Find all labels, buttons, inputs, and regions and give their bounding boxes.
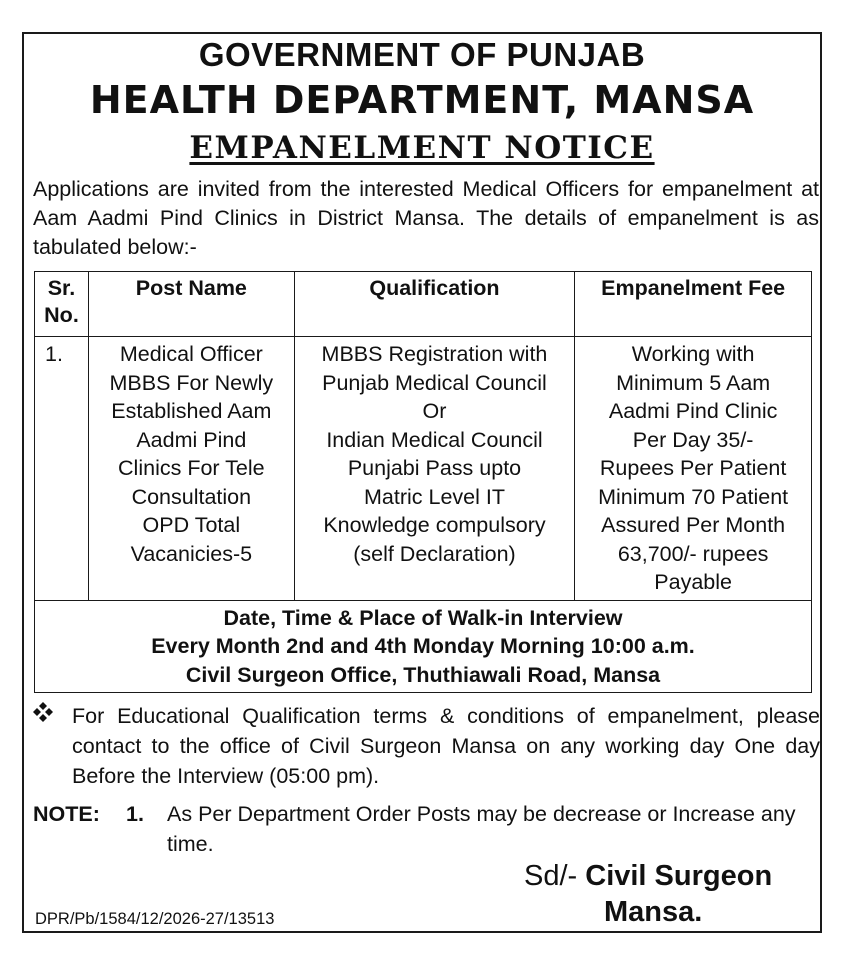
table-header-row [35, 272, 812, 337]
reference-number: DPR/Pb/1584/12/2026-27/13513 [35, 910, 275, 928]
note-label: NOTE: [33, 802, 100, 826]
cell-qualification: MBBS Registration with Punjab Medical Council Or Indian Medical Council Punjabi Pass upto Matric Level IT Knowledge compulsory (self Declaration) [294, 337, 575, 601]
header-sr-no-text: Sr. No. [44, 276, 79, 327]
header-sr-no [35, 272, 89, 337]
department-heading: HEALTH DEPARTMENT, MANSA [89, 78, 755, 122]
walkin-venue: Civil Surgeon Office, Thuthiawali Road, Mansa [185, 662, 661, 687]
header-post-name: Post Name [88, 272, 294, 337]
details-table [34, 271, 812, 693]
notice-title-wrap [24, 130, 820, 166]
bullet-text: For Educational Qualification terms & conditions of empanelment, please contact to the office of Civil Surgeon Mansa on any working day One day Before the Interview (05:00 pm). [72, 704, 820, 788]
signature-prefix: Sd/- [524, 860, 578, 892]
cell-fee: Working with Minimum 5 Aam Aadmi Pind Clinic Per Day 35/- Rupees Per Patient Minimum 70 Patient Assured Per Month 63,700/- rupees Payable [575, 337, 812, 601]
signature-block [524, 858, 772, 930]
signature-line [524, 858, 772, 894]
four-diamond-bullet-icon [32, 701, 54, 731]
header-qualification: Qualification [294, 272, 575, 337]
empanelment-notice [22, 32, 822, 933]
intro-paragraph: Applications are invited from the interested Medical Officers for empanelment at Aam Aadmi Pind Clinics in District Mansa. The details of empanelment is as tabulated below:- [33, 177, 819, 259]
note-block [33, 799, 823, 859]
table-row [35, 337, 812, 601]
signature-name: Civil Surgeon [585, 860, 773, 892]
cell-post-name: Medical Officer MBBS For Newly Established Aam Aadmi Pind Clinics For Tele Consultation OPD Total Vacanicies-5 [88, 337, 294, 601]
header-empanelment-fee: Empanelment Fee [575, 272, 812, 337]
note-text: As Per Department Order Posts may be decrease or Increase any time. [167, 802, 796, 856]
cell-sr: 1. [35, 337, 89, 601]
walkin-cell [35, 600, 812, 693]
signature-place: Mansa. [604, 896, 703, 928]
government-heading: GOVERNMENT OF PUNJAB [198, 36, 646, 73]
walkin-heading: Date, Time & Place of Walk-in Interview [223, 605, 623, 630]
notice-title: EMPANELMENT NOTICE [189, 130, 655, 166]
note-number: 1. [126, 802, 144, 826]
bullet-paragraph [32, 701, 820, 791]
walkin-schedule: Every Month 2nd and 4th Monday Morning 10:00 a.m. [151, 634, 695, 658]
walkin-row [35, 600, 812, 693]
